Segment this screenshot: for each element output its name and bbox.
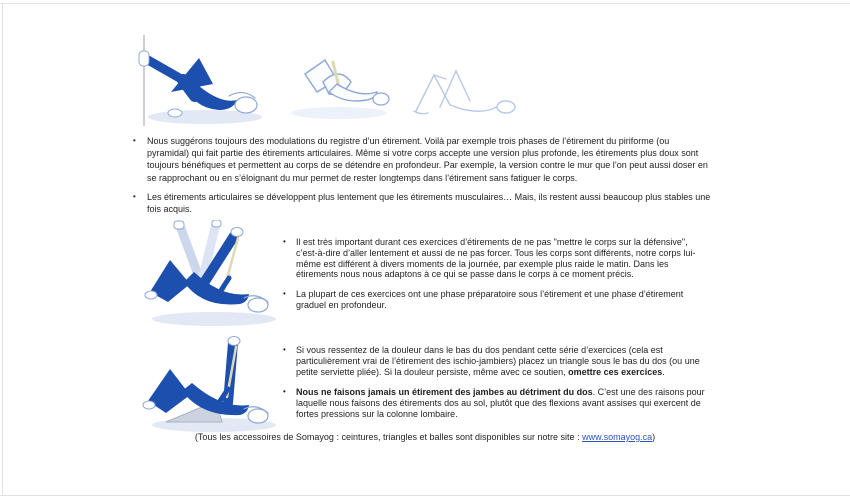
bullet-text: Si vous ressentez de la douleur dans le bas du dos pendant cette série d’exercices (cela est particulièrement vrai de l’étirement des ischio-jambiers) placez un triangle sous le bas du dos (ou une petite serviette pliée). Si la douleur persiste, même avec ce soutien, omettre ces exercices.: [296, 345, 700, 377]
bullet-icon: •: [283, 237, 286, 246]
bullet-icon: •: [133, 191, 136, 201]
illustration-piriforme-light-phase: [400, 55, 525, 123]
floor-shadow: [152, 312, 276, 326]
figure-faint-outline: [414, 71, 515, 114]
bullet-text-bold: Nous ne faisons jamais un étirement des jambes au détriment du dos: [296, 387, 593, 398]
bullet-text: Il est très important durant ces exercices d’étirements de ne pas "mettre le corps sur la défensive", c’est-à-dire d’aller lentement et aussi de ne pas forcer. Tous les corps sont différents, notre corps lui-même est différent à divers moments de la journée, par exemple plus raide le matin. Dans les étirements nous nous adaptons à ce qui se passe dans le corps à ce moment précis.: [296, 237, 696, 280]
illustration-strap-stretch: [136, 220, 286, 330]
figure-dark-blue: [139, 51, 257, 117]
figure-dark-blue: [145, 228, 268, 313]
illustration-piriforme-wall-phase: [133, 30, 268, 130]
wedge-stretch-figure-icon: [136, 335, 286, 435]
bullet-item: [283, 289, 707, 311]
figure-head: [235, 97, 257, 113]
bullet-item: [283, 345, 707, 377]
technique-bullet-list: [283, 237, 707, 320]
bullet-text: Nous suggérons toujours des modulations du registre d’un étirement. Voilà par exemple trois phases de l’étirement du piriforme (ou pyramidal) qui fait partie des étirements articulaires. Même si votre corps accepte une version plus profonde, les étirements plus doux sont toujours bénéfiques et permettent au corps de se détendre en profondeur. Par exemple, la version contre le mur que l’on peut aussi doser en se rapprochant ou en s’éloignant du mur permet de rester longtemps dans l’étirement sans fatiguer le corps.: [147, 136, 708, 183]
page-border-left: [2, 3, 3, 496]
illustration-piriforme-floor-phase: [283, 52, 398, 122]
bullet-icon: •: [283, 387, 286, 397]
figure-light-outline: [305, 60, 389, 105]
figure-head: [248, 409, 268, 423]
somayog-website-link[interactable]: www.somayog.ca: [582, 432, 653, 442]
intro-bullet-list: [133, 135, 713, 222]
footer-text-suffix: ): [652, 432, 656, 442]
bullet-icon: •: [133, 136, 136, 145]
footer-note: [0, 431, 850, 443]
bullet-item: [283, 237, 707, 280]
bullet-item: [283, 387, 707, 419]
bullet-item: [133, 135, 713, 184]
figure-head: [248, 298, 268, 312]
bullet-item: [133, 191, 713, 215]
bullet-text: Les étirements articulaires se développent plus lentement que les étirements musculaires… Mais, ils restent aussi beaucoup plus stables une fois acquis.: [147, 191, 711, 215]
wall-stretch-figure-icon: [133, 30, 268, 130]
floor-shadow: [291, 107, 387, 119]
figure-head: [497, 101, 515, 113]
page-border-top: [0, 3, 850, 4]
strap-stretch-figure-icon: [136, 220, 286, 330]
bullet-text-bold: omettre ces exercices: [568, 366, 663, 377]
bullet-icon: •: [283, 345, 286, 354]
bullet-text: La plupart de ces exercices ont une phase préparatoire sous l’étirement et une phase d’étirement graduel en profondeur.: [296, 289, 684, 310]
floor-stretch-figure-icon: [283, 52, 398, 122]
figure-head: [373, 93, 389, 105]
footer-text-prefix: (Tous les accessoires de Somayog : ceintures, triangles et balles sont disponibles sur notre site :: [194, 432, 583, 442]
bullet-icon: •: [283, 289, 286, 299]
illustration-strap-stretch-with-wedge: [136, 335, 286, 435]
light-stretch-figure-icon: [400, 55, 525, 123]
page-border-bottom: [0, 495, 850, 496]
caution-bullet-list: [283, 345, 707, 430]
bullet-text: Nous ne faisons jamais un étirement des jambes au détriment du dos. C’est une des raisons pour laquelle nous faisons des étirements dos au sol, plutôt que des flexions avant assises qui exercent de fortes pressions sur la colonne lombaire.: [296, 387, 705, 419]
